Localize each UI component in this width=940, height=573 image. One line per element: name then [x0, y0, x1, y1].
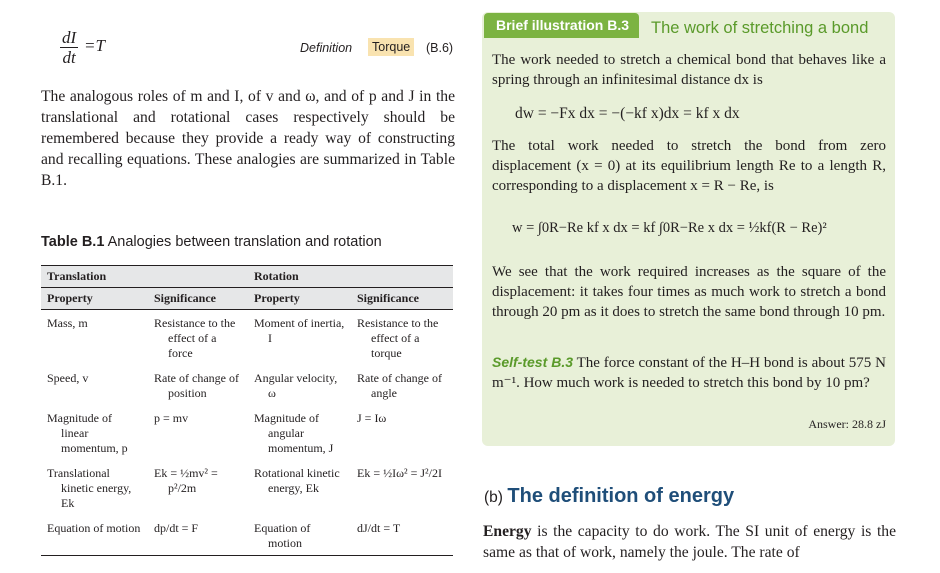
table-cell-text: J = Iω: [357, 411, 387, 425]
group-translation: Translation: [41, 266, 248, 288]
table-cell-text: Mass, m: [47, 316, 88, 330]
equation-fraction: [60, 28, 78, 67]
table-cell-text: dp/dt = F: [154, 521, 199, 535]
equation-denominator: dt: [62, 48, 76, 67]
work-equation-2: [512, 206, 892, 254]
work-equation-1: dw = −Fx dx = −(−kf x)dx = kf x dx: [515, 105, 740, 122]
box-paragraph-3: We see that the work required increases as the square of the displacement: it takes four times as much work to stretch a bond through 20 pm as it does to stretch the same bond through 10 pm.: [492, 264, 886, 320]
table-cell: [248, 405, 351, 460]
table-cell-text: Magnitude of linear momentum, p: [47, 411, 128, 455]
table-cell: [351, 515, 453, 556]
definition-label: Definition: [300, 41, 353, 55]
table-cell: [148, 405, 248, 460]
equation-b6: [60, 24, 460, 68]
table-cell-text: Translational kinetic energy, Ek: [47, 466, 132, 510]
table-cell: [148, 460, 248, 515]
group-rotation: Rotation: [248, 266, 453, 288]
table-row: [41, 515, 453, 556]
table-cell: [248, 310, 351, 366]
col-header: Property: [41, 288, 148, 310]
self-test-text: The force constant of the H–H bond is about 575 N m⁻¹. How much work is needed to stretch this bond by 10 pm?: [492, 355, 886, 391]
table-cell: [148, 515, 248, 556]
table-caption: [41, 234, 382, 250]
table-cell: [351, 310, 453, 366]
section-heading: [484, 485, 734, 508]
table-row: [41, 460, 453, 515]
table-label: Table B.1: [41, 234, 105, 250]
paragraph-energy: [483, 521, 896, 563]
table-cell: [148, 310, 248, 366]
table-cell-text: Resistance to the effect of a torque: [357, 316, 439, 360]
equation-number: (B.6): [426, 41, 454, 55]
table-cell-text: Ek = ½Iω² = J²/2I: [357, 466, 442, 480]
table-group-row: [41, 266, 453, 288]
table-cell: [41, 405, 148, 460]
table-cell: [248, 515, 351, 556]
table-cell: [248, 460, 351, 515]
section-letter: (b): [484, 489, 503, 506]
section-title: The definition of energy: [507, 485, 735, 507]
work-equation-2-text: w = ∫0R−Re kf x dx = kf ∫0R−Re x dx = ½kf(R − Re)²: [512, 220, 827, 236]
self-test: [492, 352, 886, 393]
table-cell: [41, 310, 148, 366]
table-cell: [148, 365, 248, 405]
table-cell-text: Resistance to the effect of a force: [154, 316, 236, 360]
torque-highlight: Torque: [368, 38, 414, 56]
col-header: Property: [248, 288, 351, 310]
table-cell: [351, 460, 453, 515]
table-cell-text: dJ/dt = T: [357, 521, 401, 535]
table-cell: [41, 365, 148, 405]
box-paragraph-1: The work needed to stretch a chemical bond that behaves like a spring through an infinitesimal distance dx is: [492, 52, 886, 88]
table-header-row: [41, 288, 453, 310]
col-header: Significance: [351, 288, 453, 310]
table-cell-text: Ek = ½mv² = p²/2m: [154, 466, 218, 495]
table-caption-text: Analogies between translation and rotation: [107, 234, 382, 250]
table-cell-text: Speed, v: [47, 371, 89, 385]
table-cell-text: Angular velocity, ω: [254, 371, 338, 400]
table-cell: [41, 515, 148, 556]
col-header: Significance: [148, 288, 248, 310]
table-cell-text: Rate of change of angle: [357, 371, 442, 400]
energy-term: Energy: [483, 523, 532, 540]
table-cell-text: Equation of motion: [254, 521, 311, 550]
equation-numerator: dI: [62, 28, 77, 47]
paragraph-analogies: The analogous roles of m and I, of v and ω, and of p and J in the translational and rotational cases respectively should be remembered because they provide a ready way of constructing and recalling equations. These analogies are summarized in Table B.1.: [41, 88, 455, 189]
table-row: [41, 365, 453, 405]
table-cell-text: Magnitude of angular momentum, J: [254, 411, 334, 455]
table-cell-text: Rotational kinetic energy, Ek: [254, 466, 340, 495]
table-cell: [41, 460, 148, 515]
table-cell: [351, 405, 453, 460]
box-paragraph-2: The total work needed to stretch the bond from zero displacement (x = 0) at its equilibrium length Re to a length R, corresponding to a displacement x = R − Re, is: [492, 138, 886, 194]
brief-illustration-title: The work of stretching a bond: [651, 19, 869, 37]
paragraph-energy-text: is the capacity to do work. The SI unit of energy is the same as that of work, namely the joule. The rate of: [483, 523, 896, 561]
analogies-table: [41, 265, 453, 556]
table-cell: [248, 365, 351, 405]
table-cell-text: Moment of inertia, I: [254, 316, 345, 345]
table-row: [41, 405, 453, 460]
table-cell: [351, 365, 453, 405]
table-cell-text: Rate of change of position: [154, 371, 239, 400]
brief-illustration-tab: Brief illustration B.3: [484, 13, 639, 38]
self-test-answer: Answer: 28.8 zJ: [808, 417, 886, 431]
table-cell-text: p = mv: [154, 411, 189, 425]
table-cell-text: Equation of motion: [47, 521, 141, 535]
self-test-label: Self-test B.3: [492, 354, 574, 370]
equation-rhs: =T: [84, 36, 105, 55]
table-row: [41, 310, 453, 366]
